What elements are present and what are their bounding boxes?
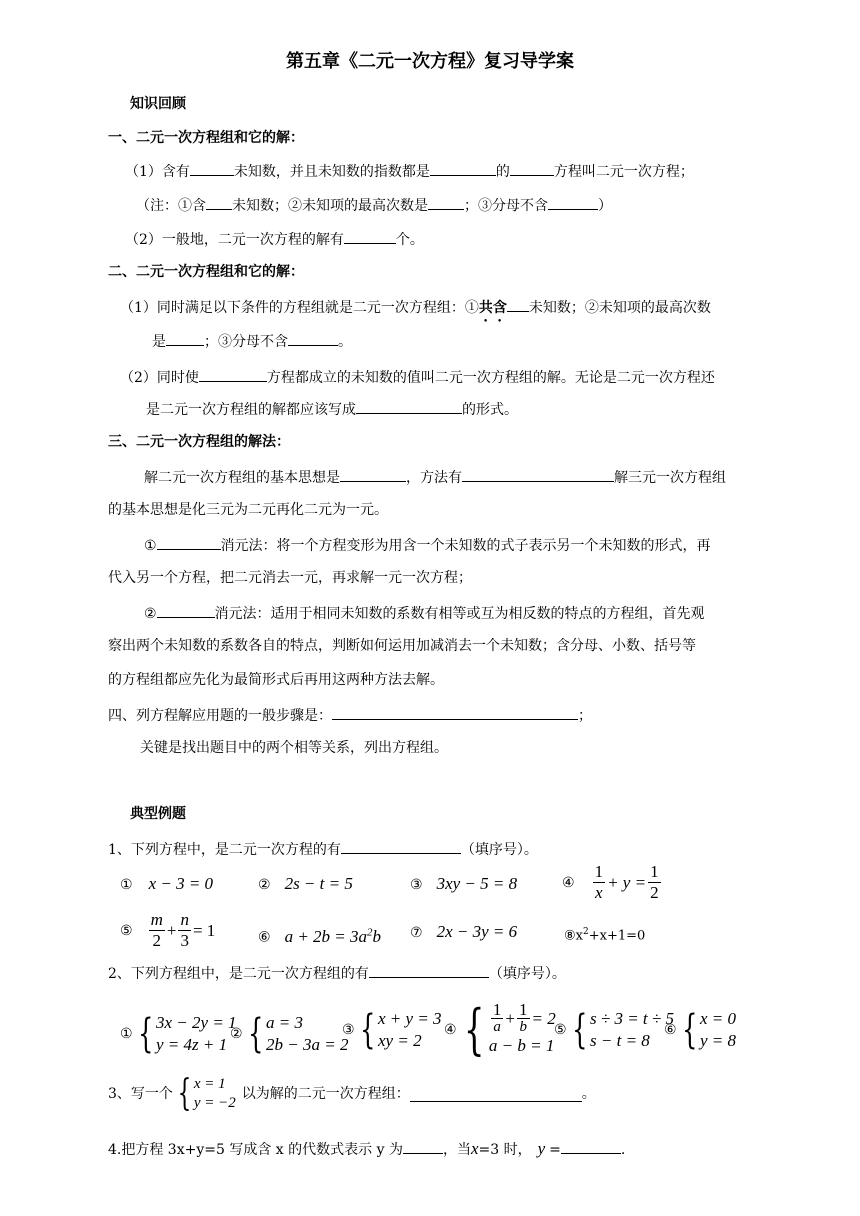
blank: [340, 466, 406, 482]
section-1-line-3: （2）一般地，二元一次方程的解有 个。: [125, 228, 424, 250]
blank: [507, 296, 529, 312]
q2-system-2: ② { a = 3 2b − 3a = 2: [230, 1011, 349, 1057]
q2-system-3: ③ { x + y = 3 xy = 2: [342, 1007, 442, 1053]
blank: [462, 466, 614, 482]
question-4: 4.把方程 3x+y=5 写成含 x 的代数式表示 y 为 ，当x=3 时， y = .: [108, 1139, 626, 1158]
section-3-para-2b: 代入另一个方程，把二元消去一元，再求解一元一次方程；: [108, 570, 472, 586]
blank: [403, 1138, 443, 1154]
q2-system-1: ① { 3x − 2y = 1 y = 4z + 1: [120, 1011, 237, 1057]
section-2-line-1: （1）同时满足以下条件的方程组就是二元一次方程组：①共含 未知数；②未知项的最高次数: [120, 296, 711, 325]
question-3: 3、写一个 { x = 1 y = −2 以为解的二元一次方程组： 。: [108, 1073, 596, 1114]
section-3-para-3c: 的方程组都应先化为最简形式后再用这两种方法去解。: [108, 672, 444, 688]
section-1-heading: 一、二元一次方程组和它的解：: [108, 130, 304, 146]
q2-system-5: ⑤ { s ÷ 3 = t ÷ 5 s − t = 8: [554, 1007, 674, 1053]
question-1-stem: 1、下列方程中，是二元一次方程的有 （填序号）。: [108, 838, 538, 860]
section-3-para-2a: ① 消元法：将一个方程变形为用含一个未知数的式子表示另一个未知数的形式，再: [144, 534, 711, 556]
section-3-heading: 三、二元一次方程组的解法：: [108, 434, 290, 450]
section-3-para-1a: 解二元一次方程组的基本思想是 ，方法有 解三元一次方程组: [144, 466, 726, 488]
q1-item-5: ⑤ $\frac{m}{2}$ + $\frac{n}{3}$ = 1: [120, 910, 216, 950]
blank: [428, 194, 464, 210]
q1-item-8: $⑧x^2+x+1=0$: [564, 927, 646, 944]
section-2-line-2: 是 ；③分母不含 。: [152, 330, 352, 352]
blank: [430, 160, 496, 176]
q1-item-1: ① x − 3 = 0: [120, 874, 214, 893]
examples-heading: 典型例题: [130, 806, 186, 822]
section-4-line-1: 四、列方程解应用题的一般步骤是： ；: [108, 704, 592, 726]
section-2-heading: 二、二元一次方程组和它的解：: [108, 264, 304, 280]
question-2-stem: 2、下列方程组中，是二元一次方程组的有 （填序号）。: [108, 962, 566, 984]
q1-item-2: ② 2s − t = 5: [258, 874, 353, 893]
q1-item-6: ⑥ $a + 2b = 3a^2b$: [258, 926, 382, 946]
blank: [206, 194, 232, 210]
q1-item-3: ③ 3xy − 5 = 8: [410, 874, 518, 893]
q1-item-7: ⑦ 2x − 3y = 6: [410, 922, 518, 941]
blank: [190, 160, 234, 176]
blank: [410, 1086, 582, 1102]
q1-item-4: ④ $\frac{1}{x}$ + y = $\frac{1}{2}$: [562, 862, 659, 902]
blank: [332, 704, 578, 720]
blank: [288, 330, 338, 346]
q2-system-6: ⑥ { x = 0 y = 8: [664, 1007, 737, 1053]
page-title: 第五章《二元一次方程》复习导学案: [286, 51, 574, 72]
blank: [157, 602, 215, 618]
section-1-line-1: （1）含有 未知数，并且未知数的指数都是 的 方程叫二元一次方程；: [125, 160, 694, 182]
blank: [344, 228, 396, 244]
section-3-para-3a: ② 消元法：适用于相同未知数的系数有相等或互为相反数的特点的方程组，首先观: [144, 602, 705, 624]
blank: [157, 534, 221, 550]
section-4-line-2: 关键是找出题目中的两个相等关系，列出方程组。: [140, 740, 448, 756]
blank: [548, 194, 598, 210]
blank: [561, 1138, 621, 1154]
blank: [510, 160, 554, 176]
blank: [341, 838, 461, 854]
blank: [199, 366, 267, 382]
section-3-para-1b: 的基本思想是化三元为二元再化二元为一元。: [108, 502, 388, 518]
section-2-line-3: （2）同时使 方程都成立的未知数的值叫二元一次方程组的解。无论是二元一次方程还: [120, 366, 715, 388]
review-heading: 知识回顾: [130, 96, 186, 112]
blank: [166, 330, 204, 346]
section-3-para-3b: 察出两个未知数的系数各自的特点，判断如何运用加减消去一个未知数；含分母、小数、括号等: [108, 638, 696, 654]
blank: [356, 398, 462, 414]
section-1-line-2: （注：①含 未知数；②未知项的最高次数是 ；③分母不含 ）: [136, 194, 612, 216]
q2-system-4: ④ { $\frac{1}{a}$ + $\frac{1}{b}$ = 2 a − b = 1: [444, 997, 556, 1061]
blank: [369, 962, 489, 978]
section-2-line-4: 是二元一次方程组的解都应该写成 的形式。: [146, 398, 518, 420]
